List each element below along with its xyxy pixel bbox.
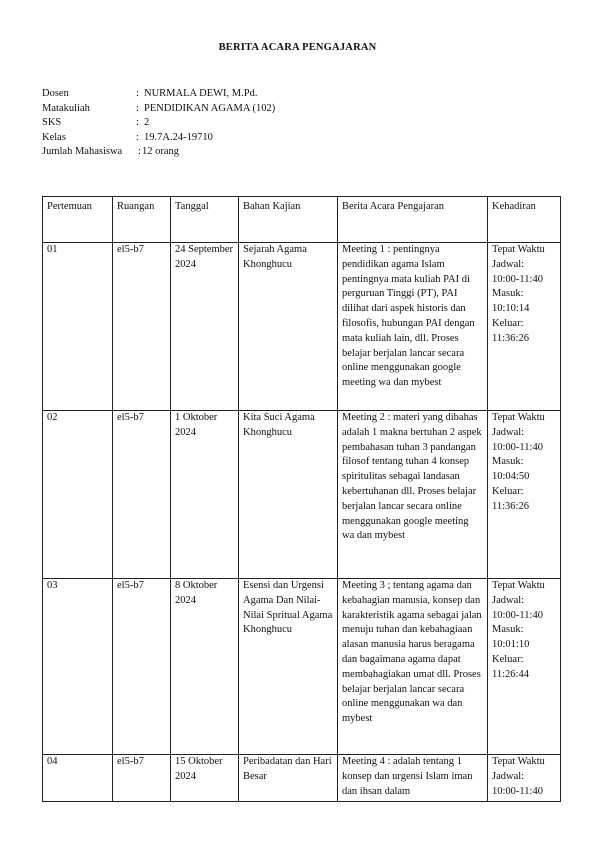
header-kehadiran: Kehadiran (488, 197, 561, 243)
cell-berita-acara: Meeting 4 : adalah tentang 1 konsep dan urgensi Islam iman dan ihsan dalam (338, 755, 488, 802)
table-row (43, 755, 561, 802)
cell-bahan-kajian: Kita Suci Agama Khonghucu (239, 411, 338, 579)
teaching-record-table (42, 196, 561, 802)
cell-bahan-kajian: Sejarah Agama Khonghucu (239, 243, 338, 411)
attendance-line: Jadwal: (492, 770, 525, 782)
info-separator: : (138, 146, 141, 157)
cell-ruangan: el5-b7 (113, 411, 171, 579)
course-info (42, 87, 275, 160)
cell-ruangan: el5-b7 (113, 755, 171, 802)
cell-kehadiran (488, 411, 561, 579)
cell-kehadiran (488, 243, 561, 411)
info-value: NURMALA DEWI, M.Pd. (144, 88, 258, 99)
attendance-line: Tepat Waktu (492, 756, 545, 767)
info-separator: : (136, 131, 139, 143)
info-separator: : (136, 117, 139, 128)
cell-berita-acara: Meeting 3 ; tentang agama dan kebahagian manusia, konsep dan karakteristik agama sebagai jalan menuju tuhan dan kebahagiaan alasan manusia harus beragama dan bagaimana agama dapat membahagiakan umat dll. Proses belajar berjalan lancar secara online menggunakan wa dan mybest (338, 579, 488, 755)
header-ruangan: Ruangan (113, 197, 171, 243)
info-row-kelas (42, 131, 275, 146)
table-row (43, 243, 561, 411)
info-value: 2 (144, 117, 150, 128)
cell-kehadiran (488, 579, 561, 755)
attendance-line: 10:00-11:40 (492, 273, 543, 285)
attendance-line: Tepat Waktu (492, 580, 545, 591)
attendance-line: Masuk: (492, 456, 524, 468)
table-row (43, 411, 561, 579)
cell-bahan-kajian: Esensi dan Urgensi Agama Dan Nilai-Nilai Spritual Agama Khonghucu (239, 579, 338, 755)
cell-pertemuan: 01 (43, 243, 113, 411)
cell-tanggal: 1 Oktober 2024 (171, 411, 239, 579)
cell-ruangan: el5-b7 (113, 579, 171, 755)
info-value: PENDIDIKAN AGAMA (102) (144, 102, 276, 114)
attendance-line: 11:36:26 (492, 332, 529, 344)
cell-pertemuan: 04 (43, 755, 113, 802)
attendance-line: Tepat Waktu (492, 244, 545, 255)
info-separator: : (136, 88, 139, 99)
attendance-line: Keluar: (492, 317, 524, 329)
cell-ruangan: el5-b7 (113, 243, 171, 411)
cell-tanggal: 8 Oktober 2024 (171, 579, 239, 755)
info-separator: : (136, 102, 139, 114)
info-label: SKS (42, 117, 62, 128)
attendance-line: Keluar: (492, 485, 524, 497)
info-value: 19.7A.24-19710 (144, 131, 213, 143)
header-berita-acara: Berita Acara Pengajaran (338, 197, 488, 243)
attendance-line: 10:00-11:40 (492, 609, 543, 621)
attendance-line: 11:26:44 (492, 668, 529, 680)
info-row-matakuliah (42, 102, 275, 117)
attendance-line: Masuk: (492, 624, 524, 636)
cell-bahan-kajian: Peribadatan dan Hari Besar (239, 755, 338, 802)
cell-tanggal: 15 Oktober 2024 (171, 755, 239, 802)
cell-pertemuan: 02 (43, 411, 113, 579)
cell-berita-acara: Meeting 1 : pentingnya pendidikan agama Islam pentingnya mata kuliah PAI di perguruan Tinggi (PT), PAI dilihat dari aspek historis dan filosofis, hubungan PAI dengan mata kuliah lain, dll. Proses belajar berjalan lancar secara online menggunakan google meeting wa dan mybest (338, 243, 488, 411)
info-label: Jumlah Mahasiswa (42, 146, 123, 157)
attendance-line: 10:00-11:40 (492, 785, 543, 797)
attendance-line: Tepat Waktu (492, 412, 545, 423)
info-label: Matakuliah (42, 102, 90, 114)
attendance-line: Jadwal: (492, 594, 525, 606)
header-tanggal: Tanggal (171, 197, 239, 243)
table-header-row (43, 197, 561, 243)
attendance-line: 11:36:26 (492, 500, 529, 512)
cell-kehadiran (488, 755, 561, 802)
attendance-line: Keluar: (492, 653, 524, 665)
attendance-line: Jadwal: (492, 426, 525, 438)
attendance-line: 10:10:14 (492, 303, 530, 315)
info-label: Kelas (42, 131, 66, 143)
info-row-dosen (42, 87, 275, 102)
cell-berita-acara: Meeting 2 : materi yang dibahas adalah 1 makna bertuhan 2 aspek pembahasan tuhan 3 pandangan filosof tentang tuhan 4 konsep spiritulitas sebagai landasan kebertuhanan dll. Proses belajar berjalan lancar secara online menggunakan google meeting wa dan mybest (338, 411, 488, 579)
info-row-jumlah-mahasiswa (42, 145, 275, 160)
cell-tanggal: 24 September 2024 (171, 243, 239, 411)
attendance-line: 10:01:10 (492, 639, 530, 651)
cell-pertemuan: 03 (43, 579, 113, 755)
info-label: Dosen (42, 88, 69, 99)
table-row (43, 579, 561, 755)
info-row-sks (42, 116, 275, 131)
attendance-line: 10:04:50 (492, 471, 530, 483)
attendance-line: Jadwal: (492, 258, 525, 270)
document-title: BERITA ACARA PENGAJARAN (218, 42, 377, 53)
header-bahan-kajian: Bahan Kajian (239, 197, 338, 243)
attendance-line: 10:00-11:40 (492, 441, 543, 453)
header-pertemuan: Pertemuan (43, 197, 113, 243)
info-value: 12 orang (142, 146, 180, 157)
attendance-line: Masuk: (492, 288, 524, 300)
